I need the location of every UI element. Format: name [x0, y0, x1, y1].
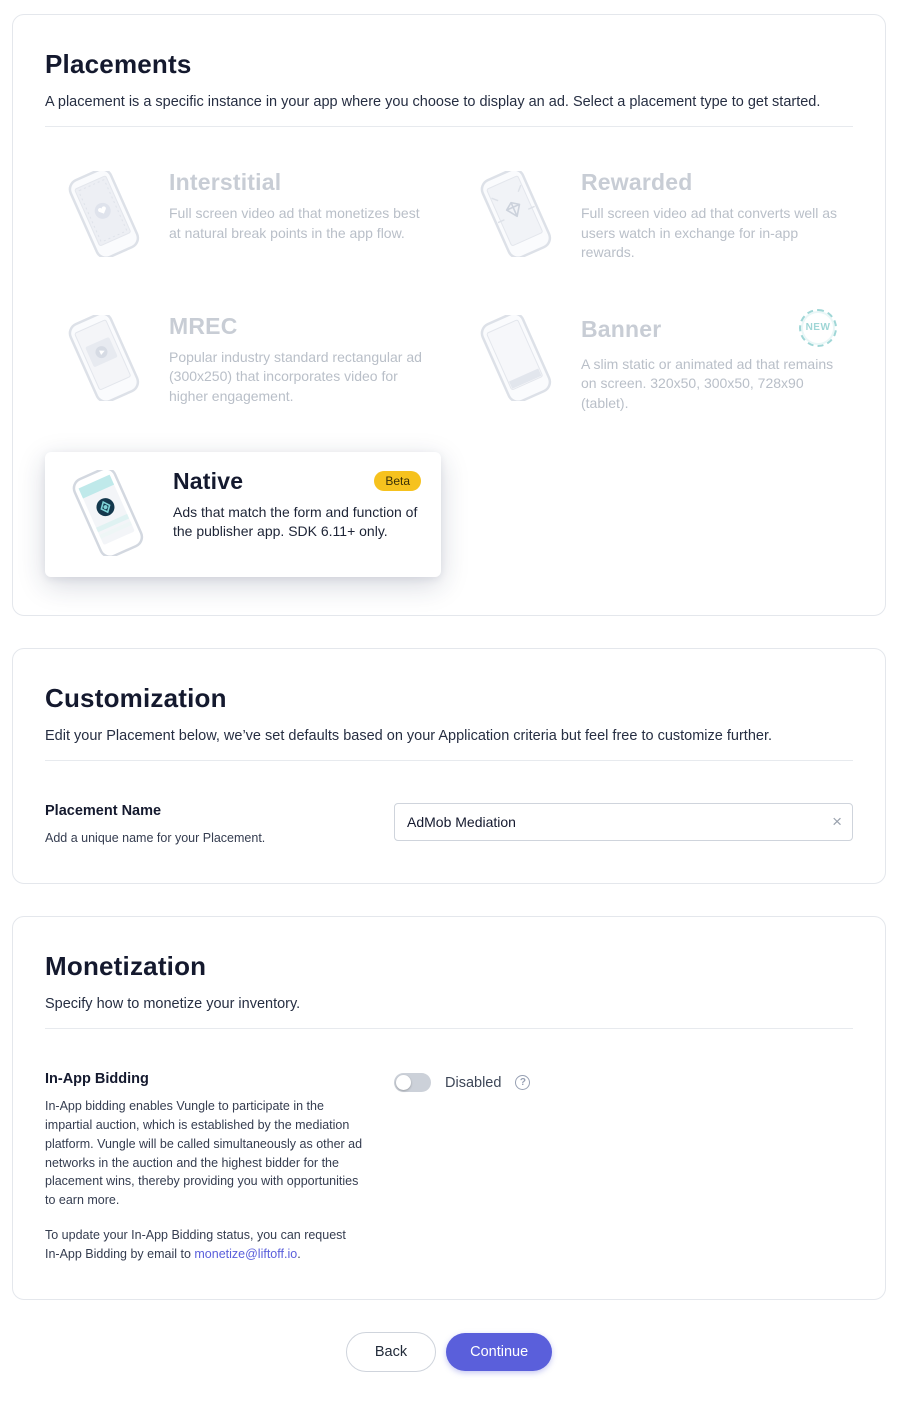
native-phone-icon	[59, 470, 157, 561]
beta-badge: Beta	[374, 471, 421, 491]
placement-tile-title: Native	[173, 467, 244, 494]
grid-spacer	[457, 452, 853, 577]
placement-tile-title: Banner	[581, 316, 662, 343]
update-note-suffix: .	[297, 1246, 301, 1261]
placement-tile-text	[169, 169, 425, 243]
placement-name-help: Add a unique name for your Placement.	[45, 830, 266, 845]
placement-tile-description: Full screen video ad that monetizes best at natural break points in the app flow.	[169, 205, 420, 241]
monetization-title: Monetization	[45, 951, 207, 982]
customization-subtitle: Edit your Placement below, we’ve set defaults based on your Application criteria but feel free to customize further.	[45, 727, 773, 744]
placement-tile-text	[581, 169, 837, 263]
placement-tile-native[interactable]	[45, 452, 441, 577]
in-app-bidding-description: In-App bidding enables Vungle to participate in the impartial auction, which is established by the mediation platform. Vungle will be called simultaneously as other ad networks in the auction and the highest bidder for the placement wins, thereby providing you with opportunities to earn more.	[45, 1099, 363, 1208]
placement-tile-title: Interstitial	[169, 169, 282, 195]
placement-name-label-block	[45, 803, 394, 848]
placement-tile-text	[581, 313, 837, 414]
mrec-phone-icon	[55, 315, 153, 406]
in-app-bidding-label: In-App Bidding	[45, 1071, 149, 1088]
placement-tile-text	[173, 468, 421, 542]
placement-name-input[interactable]	[394, 803, 853, 841]
monetize-email-link[interactable]: monetize@liftoff.io	[194, 1246, 298, 1261]
monetization-card	[12, 916, 886, 1300]
placement-tile-title: MREC	[169, 312, 238, 339]
placement-name-field	[394, 803, 853, 841]
placement-tile-interstitial[interactable]	[45, 157, 441, 275]
footer-actions	[12, 1332, 886, 1382]
new-badge: NEW	[799, 309, 837, 347]
update-note-text: To update your In-App Bidding status, you can request In-App Bidding by email to	[45, 1227, 346, 1261]
help-icon[interactable]: ?	[515, 1075, 530, 1090]
placements-card	[12, 14, 886, 616]
back-button[interactable]: Back	[346, 1332, 436, 1372]
in-app-bidding-field	[394, 1071, 853, 1092]
clear-input-icon[interactable]: ×	[832, 811, 842, 831]
placement-tile-rewarded[interactable]	[457, 157, 853, 275]
divider	[45, 1028, 853, 1029]
divider	[45, 760, 853, 761]
interstitial-phone-icon	[55, 171, 153, 262]
placement-tile-mrec[interactable]	[45, 301, 441, 426]
placements-subtitle: A placement is a specific instance in your app where you choose to display an ad. Select a placement type to get started.	[45, 94, 821, 110]
in-app-bidding-toggle[interactable]	[394, 1073, 431, 1092]
placement-tile-description: Popular industry standard rectangular ad (300x250) that incorporates video for higher engagement.	[169, 348, 422, 404]
banner-phone-icon	[467, 315, 565, 406]
customization-title: Customization	[45, 682, 227, 713]
rewarded-phone-icon	[467, 171, 565, 262]
toggle-knob	[396, 1075, 411, 1090]
placements-title: Placements	[45, 49, 192, 79]
placement-tile-description: Full screen video ad that converts well as users watch in exchange for in-app rewards.	[581, 205, 838, 261]
customization-card	[12, 648, 886, 885]
placement-tile-description: A slim static or animated ad that remains on screen. 320x50, 300x50, 728x90 (tablet).	[581, 355, 834, 411]
in-app-bidding-update-note	[45, 1226, 363, 1264]
placement-tile-text	[169, 313, 425, 407]
placement-name-label: Placement Name	[45, 802, 162, 819]
placement-tile-title: Rewarded	[581, 169, 693, 195]
in-app-bidding-row	[45, 1071, 853, 1263]
in-app-bidding-status: Disabled	[445, 1074, 502, 1091]
placement-type-grid	[45, 127, 853, 579]
monetization-subtitle: Specify how to monetize your inventory.	[45, 996, 301, 1013]
continue-button[interactable]: Continue	[446, 1333, 552, 1371]
in-app-bidding-label-block	[45, 1071, 394, 1263]
placement-tile-description: Ads that match the form and function of the publisher app. SDK 6.11+ only.	[173, 503, 418, 540]
placement-tile-banner[interactable]	[457, 301, 853, 426]
placement-name-row	[45, 803, 853, 848]
